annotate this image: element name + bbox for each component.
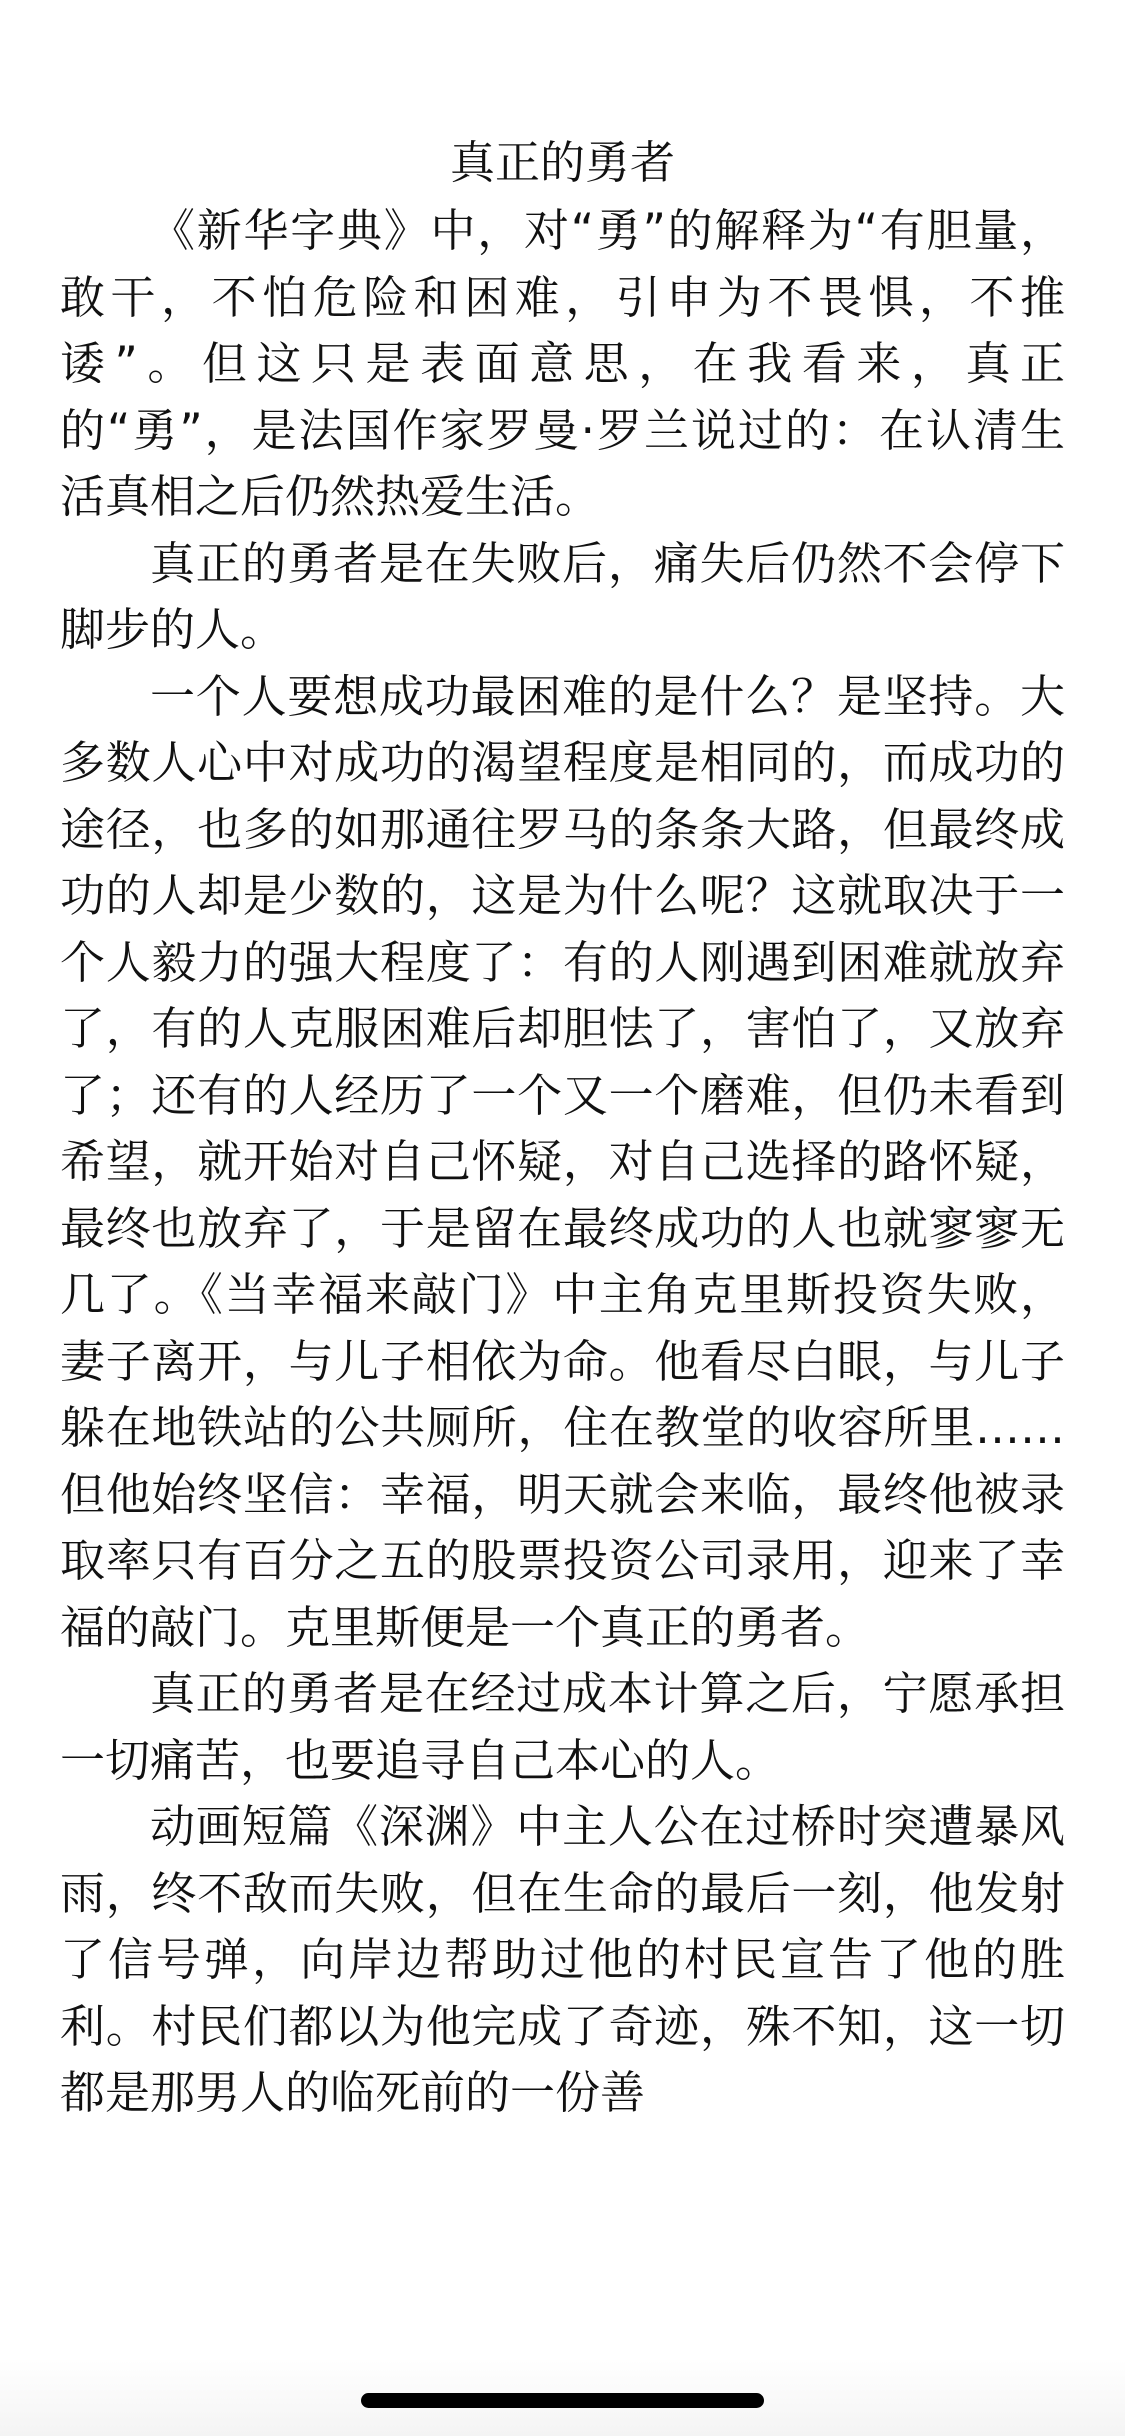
paragraph: 一个人要想成功最困难的是什么？是坚持。大多数人心中对成功的渴望程度是相同的，而成功的途径，也多的如那通往罗马的条条大路，但最终成功的人却是少数的，这是为什么呢？这就取决于一个人毅力的强大程度了：有的人刚遇到困难就放弃了，有的人克服困难后却胆怯了，害怕了，又放弃了；还有的人经历了一个又一个磨难，但仍未看到希望，就开始对自己怀疑，对自己选择的路怀疑，最终也放弃了，于是留在最终成功的人也就寥寥无几了。《当幸福来敲门》中主角克里斯投资失败，妻子离开，与儿子相依为命。他看尽白眼，与儿子躲在地铁站的公共厕所，住在教堂的收容所里……但他始终坚信：幸福，明天就会来临，最终他被录取率只有百分之五的股票投资公司录用，迎来了幸福的敲门。克里斯便是一个真正的勇者。 [60, 669, 1065, 1654]
paragraph: 真正的勇者是在经过成本计算之后，宁愿承担一切痛苦，也要追寻自己本心的人。 [60, 1667, 1065, 1787]
paragraph: 《新华字典》中，对“勇”的解释为“有胆量，敢干，不怕危险和困难，引申为不畏惧，不推诿”。但这只是表面意思，在我看来，真正的“勇”，是法国作家罗曼·罗兰说过的：在认清生活真相之后仍然热爱生活。 [60, 204, 1065, 523]
document-body [60, 130, 1065, 2127]
document-title: 真正的勇者 [449, 136, 675, 189]
home-indicator[interactable] [361, 2393, 764, 2408]
paragraph: 真正的勇者是在失败后，痛失后仍然不会停下脚步的人。 [60, 536, 1065, 656]
paragraph: 动画短篇《深渊》中主人公在过桥时突遭暴风雨，终不敌而失败，但在生命的最后一刻，他发射了信号弹，向岸边帮助过他的村民宣告了他的胜利。村民们都以为他完成了奇迹，殊不知，这一切都是那男人的临死前的一份善 [60, 1800, 1065, 2119]
